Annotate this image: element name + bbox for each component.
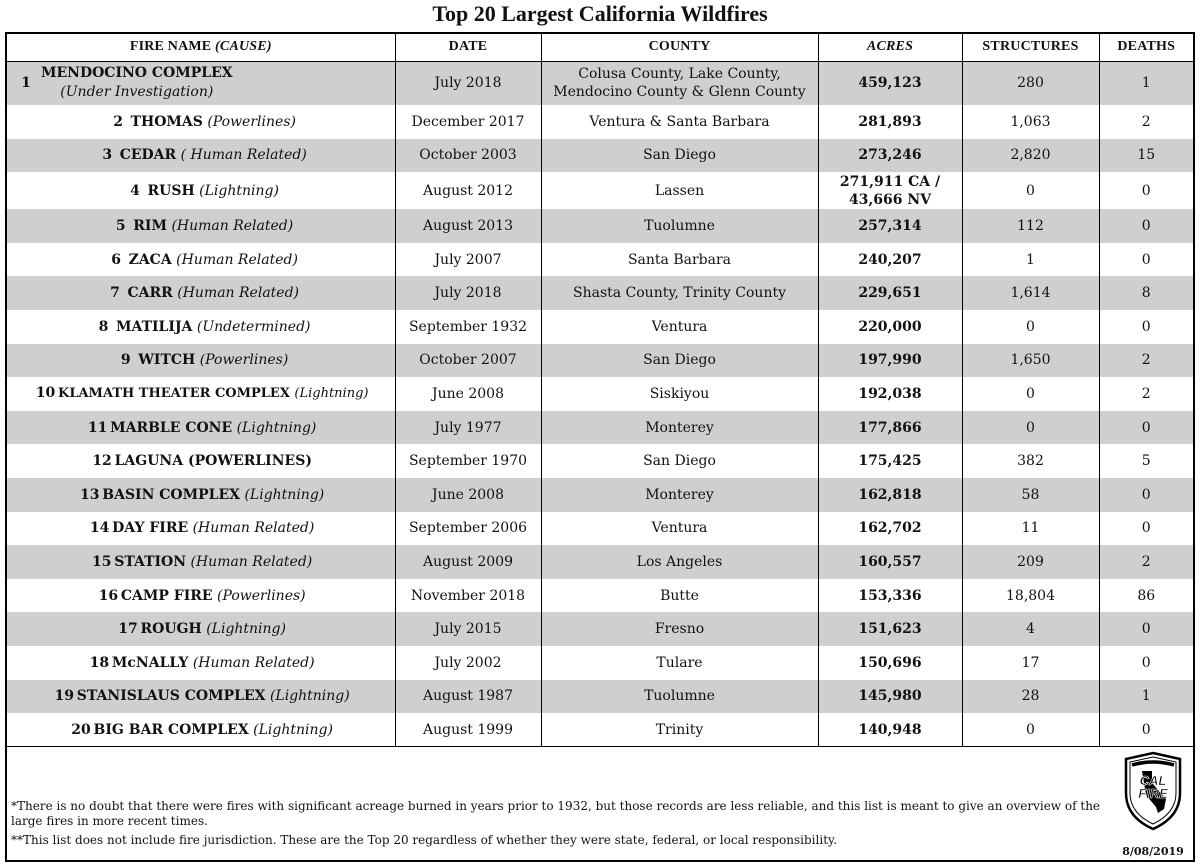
fire-structures: 17 — [962, 646, 1099, 680]
fire-name-cell: 13 BASIN COMPLEX (Lightning) — [7, 478, 395, 512]
fire-acres: 177,866 — [818, 411, 962, 445]
fire-county: Santa Barbara — [541, 243, 818, 277]
fire-structures: 382 — [962, 444, 1099, 478]
fire-name-cell: 3 CEDAR ( Human Related) — [7, 139, 395, 173]
fire-structures: 0 — [962, 411, 1099, 445]
fire-name-cell: 10 KLAMATH THEATER COMPLEX (Lightning) — [7, 377, 395, 411]
fire-date: July 2002 — [395, 646, 541, 680]
fire-date: October 2007 — [395, 344, 541, 378]
fire-name-cell: 18 McNALLY (Human Related) — [7, 646, 395, 680]
fire-name-cell: 16 CAMP FIRE (Powerlines) — [7, 579, 395, 613]
fire-county: San Diego — [541, 444, 818, 478]
table-row — [7, 646, 1193, 680]
table-row — [7, 139, 1193, 173]
footnote-jurisdiction: **This list does not include fire jurisdiction. These are the Top 20 regardless of whether they were state, federal, or local responsibility. — [11, 833, 838, 847]
fire-structures: 28 — [962, 680, 1099, 714]
fire-acres: 160,557 — [818, 545, 962, 579]
fire-name-cell: 12 LAGUNA (POWERLINES) — [7, 444, 395, 478]
table-row — [7, 377, 1193, 411]
fire-name-cell: 7 CARR (Human Related) — [7, 276, 395, 310]
table-row — [7, 478, 1193, 512]
fire-date: December 2017 — [395, 105, 541, 139]
fire-structures: 4 — [962, 612, 1099, 646]
fire-acres: 162,702 — [818, 512, 962, 546]
fire-structures: 0 — [962, 377, 1099, 411]
fire-deaths: 2 — [1099, 545, 1193, 579]
fire-county: San Diego — [541, 139, 818, 173]
table-row — [7, 579, 1193, 613]
fire-acres: 229,651 — [818, 276, 962, 310]
footnote-prior-1932: *There is no doubt that there were fires with significant acreage burned in years prior to 1932, but those records are less reliable, and this list is meant to give an overview of the large fires in more recent times. — [11, 799, 1101, 828]
fire-name-cell: 14 DAY FIRE (Human Related) — [7, 512, 395, 546]
fire-date: July 2015 — [395, 612, 541, 646]
fire-deaths: 0 — [1099, 478, 1193, 512]
fire-acres: 273,246 — [818, 139, 962, 173]
fire-deaths: 0 — [1141, 654, 1151, 671]
fire-deaths: 0 — [1141, 721, 1151, 738]
header-county: COUNTY — [541, 34, 818, 61]
fire-structures: 11 — [962, 512, 1099, 546]
fires-table-frame — [5, 32, 1195, 862]
fire-county: Tuolumne — [541, 209, 818, 243]
fire-county: Monterey — [541, 411, 818, 445]
table-row — [7, 209, 1193, 243]
fire-date: July 2018 — [395, 61, 541, 105]
fire-county: Ventura — [541, 310, 818, 344]
cal-fire-logo — [1122, 751, 1184, 831]
fire-structures: 2,820 — [962, 139, 1099, 173]
header-deaths: DEATHS — [1099, 34, 1193, 61]
fire-structures: 58 — [962, 478, 1099, 512]
table-row — [7, 172, 1193, 209]
fire-structures: 18,804 — [962, 579, 1099, 613]
fire-deaths: 1 — [1099, 680, 1193, 714]
fire-deaths: 2 — [1141, 385, 1151, 402]
report-date: 8/08/2019 — [1122, 845, 1184, 858]
fire-date: June 2008 — [395, 478, 541, 512]
fire-acres: 281,893 — [818, 105, 962, 139]
logo-text-cal: CAL — [1139, 773, 1167, 788]
fire-structures: 0 — [962, 172, 1099, 209]
fire-county: Tuolumne — [541, 680, 818, 714]
fire-deaths: 0 — [1099, 411, 1193, 445]
fire-deaths: 15 — [1099, 139, 1193, 173]
table-header-row — [7, 34, 1193, 61]
fire-date: August 1987 — [395, 680, 541, 714]
table-row — [7, 444, 1193, 478]
fire-date: June 2008 — [395, 377, 541, 411]
fire-deaths: 5 — [1141, 453, 1151, 470]
fire-deaths: 8 — [1099, 276, 1193, 310]
table-row — [7, 105, 1193, 139]
table-row — [7, 411, 1193, 445]
fire-date: July 2018 — [395, 276, 541, 310]
fire-acres: 153,336 — [818, 579, 962, 613]
fire-structures: 0 — [962, 713, 1099, 747]
fire-cause: (Under Investigation) — [60, 84, 214, 101]
header-structures: STRUCTURES — [962, 34, 1099, 61]
fire-acres: 145,980 — [818, 680, 962, 714]
table-row — [7, 713, 1193, 747]
fire-acres: 192,038 — [818, 377, 962, 411]
fire-name-cell: 2 THOMAS (Powerlines) — [7, 105, 395, 139]
fire-name-cell: 19 STANISLAUS COMPLEX (Lightning) — [7, 680, 395, 714]
fire-name-cell: 11 MARBLE CONE (Lightning) — [7, 411, 395, 445]
table-row — [7, 61, 1193, 105]
fire-date: September 2006 — [395, 512, 541, 546]
footnotes-section — [7, 746, 1193, 860]
fire-date: August 2012 — [395, 172, 541, 209]
fire-county: Trinity — [541, 713, 818, 747]
fire-county: Ventura — [541, 512, 818, 546]
fire-deaths: 0 — [1099, 209, 1193, 243]
fire-county: Monterey — [541, 478, 818, 512]
table-row — [7, 243, 1193, 277]
fire-acres: 150,696 — [818, 646, 962, 680]
fire-structures: 112 — [962, 209, 1099, 243]
fire-deaths: 0 — [1099, 612, 1193, 646]
fire-structures: 1,063 — [962, 105, 1099, 139]
fires-table — [7, 34, 1193, 747]
fire-deaths: 1 — [1099, 61, 1193, 105]
fire-county: Colusa County, Lake County, Mendocino County & Glenn County — [541, 61, 818, 105]
fire-date: September 1970 — [395, 444, 541, 478]
table-row — [7, 512, 1193, 546]
fire-date: October 2003 — [395, 139, 541, 173]
fire-county: Lassen — [541, 172, 818, 209]
fire-acres: 240,207 — [818, 243, 962, 277]
fire-deaths: 0 — [1141, 251, 1151, 268]
table-row — [7, 276, 1193, 310]
fire-deaths: 86 — [1137, 587, 1156, 604]
fire-date: September 1932 — [395, 310, 541, 344]
fire-name-cell: 9 WITCH (Powerlines) — [7, 344, 395, 378]
fire-date: July 2007 — [395, 243, 541, 277]
fire-rank: 1 — [21, 75, 31, 92]
fire-acres: 197,990 — [818, 344, 962, 378]
fire-deaths: 2 — [1141, 113, 1151, 130]
fire-acres: 271,911 CA / 43,666 NV — [818, 172, 962, 209]
fire-deaths: 0 — [1141, 520, 1151, 537]
fire-name-cell: 20 BIG BAR COMPLEX (Lightning) — [7, 713, 395, 747]
fire-deaths: 0 — [1141, 318, 1151, 335]
fire-county: Tulare — [541, 646, 818, 680]
fire-structures: 0 — [962, 310, 1099, 344]
fire-name-cell: 8 MATILIJA (Undetermined) — [7, 310, 395, 344]
page-title: Top 20 Largest California Wildfires — [432, 1, 768, 26]
table-row — [7, 612, 1193, 646]
fire-name-cell: 5 RIM (Human Related) — [7, 209, 395, 243]
fire-acres: 151,623 — [818, 612, 962, 646]
fire-acres: 162,818 — [818, 478, 962, 512]
fire-county: Siskiyou — [541, 377, 818, 411]
fire-name-cell: 17 ROUGH (Lightning) — [7, 612, 395, 646]
fire-acres: 257,314 — [818, 209, 962, 243]
fire-date: November 2018 — [395, 579, 541, 613]
fire-structures: 280 — [962, 61, 1099, 105]
fire-deaths: 0 — [1141, 182, 1151, 199]
fire-county: Fresno — [541, 612, 818, 646]
fire-structures: 1,650 — [962, 344, 1099, 378]
fire-date: August 1999 — [395, 713, 541, 747]
fire-acres: 140,948 — [818, 713, 962, 747]
table-row — [7, 310, 1193, 344]
fire-structures: 1 — [962, 243, 1099, 277]
header-date: DATE — [395, 34, 541, 61]
fire-structures: 209 — [962, 545, 1099, 579]
table-row — [7, 545, 1193, 579]
fire-name-cell: 6 ZACA (Human Related) — [7, 243, 395, 277]
fire-name: MENDOCINO COMPLEX — [41, 65, 233, 82]
fire-acres: 220,000 — [818, 310, 962, 344]
fire-county: San Diego — [541, 344, 818, 378]
fire-county: Los Angeles — [541, 545, 818, 579]
fire-county: Ventura & Santa Barbara — [541, 105, 818, 139]
header-fire-name: FIRE NAME (CAUSE) — [7, 34, 395, 61]
logo-text-fire: FIRE — [1138, 786, 1168, 801]
table-row — [7, 344, 1193, 378]
fire-date: August 2009 — [395, 545, 541, 579]
header-acres: ACRES — [818, 34, 962, 61]
fire-acres: 459,123 — [818, 61, 962, 105]
fire-county: Butte — [541, 579, 818, 613]
fire-structures: 1,614 — [962, 276, 1099, 310]
table-row — [7, 680, 1193, 714]
fire-acres: 175,425 — [818, 444, 962, 478]
fire-date: August 2013 — [395, 209, 541, 243]
fire-county: Shasta County, Trinity County — [541, 276, 818, 310]
fire-deaths: 2 — [1099, 344, 1193, 378]
fire-name-cell: 15 STATION (Human Related) — [7, 545, 395, 579]
fire-name-cell: 4 RUSH (Lightning) — [7, 172, 395, 209]
fire-date: July 1977 — [395, 411, 541, 445]
fire-name-cell — [7, 61, 395, 105]
